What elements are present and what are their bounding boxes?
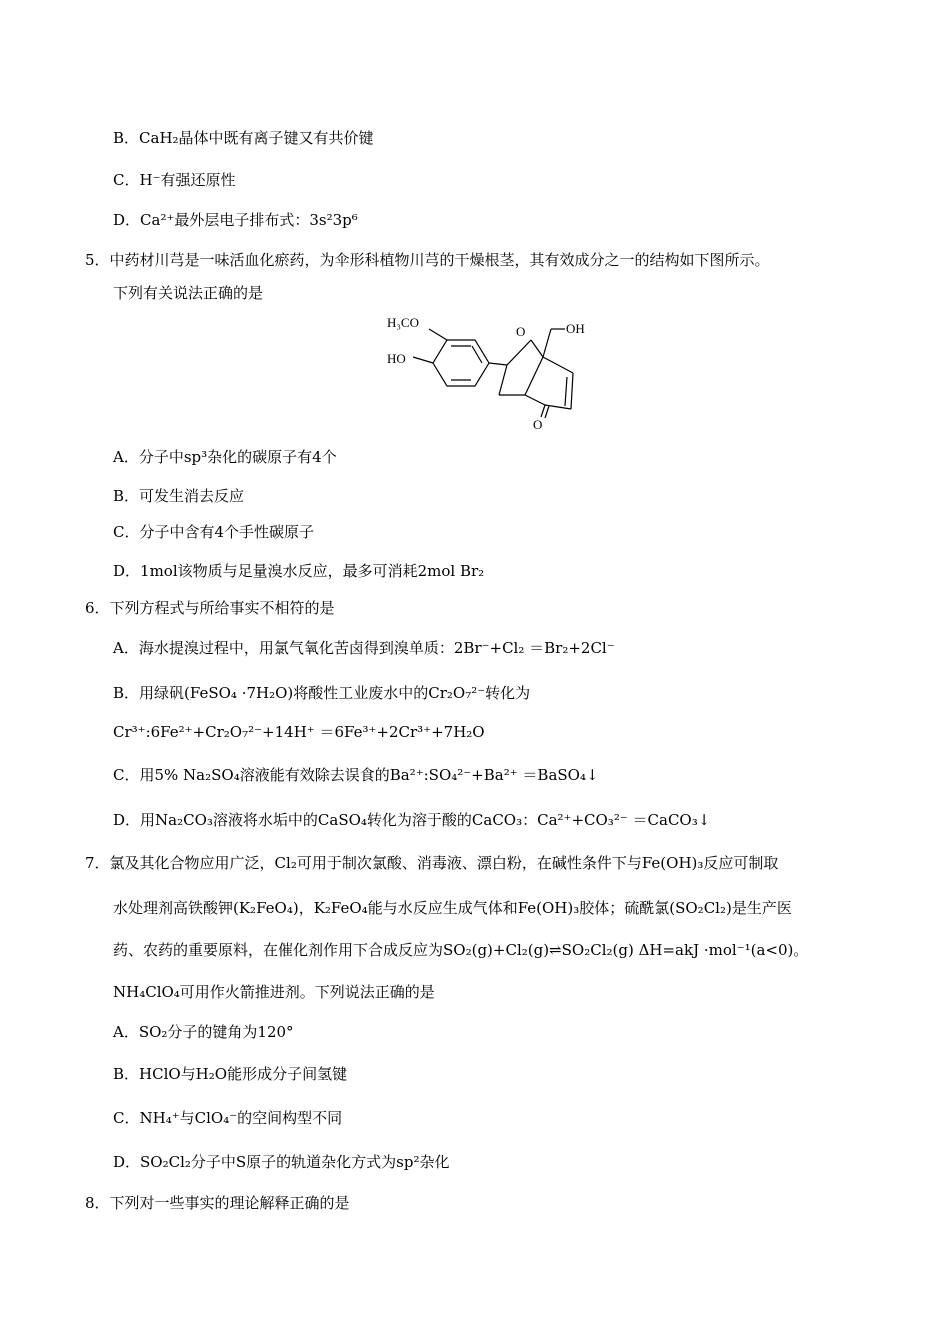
option-text: 可发生消去反应 (139, 487, 245, 505)
q7-stem-line2: 水处理剂高铁酸钾(K₂FeO₄)，K₂FeO₄能与水反应生成气体和Fe(OH)₃胶体；硫酰氯(SO₂Cl₂)是生产医 (113, 899, 792, 917)
option-text: 海水提溴过程中，用氯气氧化苦卤得到溴单质：2Br⁻+Cl₂ ＝Br₂+2Cl⁻ (138, 639, 615, 657)
ho-label: HO (387, 351, 406, 366)
option-label: D． (113, 211, 141, 229)
option-label: D． (113, 1153, 141, 1171)
option-text: 用Na₂CO₃溶液将水垢中的CaSO₄转化为溶于酸的CaCO₃：Ca²⁺+CO₃²⁻ ＝CaCO₃↓ (140, 811, 711, 829)
option-label: B． (113, 1065, 140, 1083)
q7-option-a (113, 1022, 294, 1042)
q5-option-d (113, 561, 484, 581)
option-text: SO₂分子的键角为120° (138, 1023, 294, 1041)
bridge-oxygen-label: O (516, 324, 526, 339)
q4-option-d (113, 210, 358, 230)
q5-option-b (113, 486, 244, 506)
option-text: CaH₂晶体中既有离子键又有共价键 (139, 129, 374, 147)
q5-option-c (113, 522, 314, 542)
q5-stem-line1: 5．中药材川芎是一味活血化瘀药，为伞形科植物川芎的干燥根茎，其有效成分之一的结构如下图所示。 (85, 251, 770, 269)
q6-option-b (113, 683, 530, 703)
option-text: H⁻有强还原性 (139, 171, 236, 189)
q6-option-b-equation: Cr³⁺:6Fe²⁺+Cr₂O₇²⁻+14H⁺ ＝6Fe³⁺+2Cr³⁺+7H₂O (113, 723, 485, 741)
q5-stem-line2: 下列有关说法正确的是 (113, 284, 264, 302)
option-text: 用绿矾(FeSO₄ ·7H₂O)将酸性工业废水中的Cr₂O₇²⁻转化为 (139, 684, 531, 702)
option-text: HClO与H₂O能形成分子间氢键 (139, 1065, 348, 1083)
option-text: 分子中含有4个手性碳原子 (139, 523, 315, 541)
oh-label: OH (566, 321, 585, 336)
option-label: A． (113, 639, 139, 657)
option-text: 分子中sp³杂化的碳原子有4个 (138, 448, 337, 466)
q8-stem: 8．下列对一些事实的理论解释正确的是 (85, 1194, 350, 1212)
option-label: A． (113, 448, 139, 466)
option-label: B． (113, 129, 140, 147)
option-text: NH₄⁺与ClO₄⁻的空间构型不同 (139, 1109, 343, 1127)
option-label: C． (113, 171, 140, 189)
option-label: D． (113, 811, 141, 829)
q6-stem: 6．下列方程式与所给事实不相符的是 (85, 599, 335, 617)
q7-stem-line1: 7．氯及其化合物应用广泛，Cl₂可用于制次氯酸、消毒液、漂白粉，在碱性条件下与Fe(OH)₃反应可制取 (85, 854, 779, 872)
option-label: C． (113, 766, 140, 784)
molecule-structure-diagram (385, 313, 595, 433)
q7-option-c (113, 1108, 342, 1128)
q5-option-a (113, 447, 337, 467)
keto-oxygen-label: O (533, 417, 543, 432)
h3co-label: H₃CO (387, 315, 419, 330)
option-label: B． (113, 487, 140, 505)
option-text: Ca²⁺最外层电子排布式：3s²3p⁶ (140, 211, 358, 229)
option-label: D． (113, 562, 141, 580)
option-label: B． (113, 684, 140, 702)
option-text: 用5% Na₂SO₄溶液能有效除去误食的Ba²⁺:SO₄²⁻+Ba²⁺ ＝BaSO₄↓ (139, 766, 599, 784)
option-text: SO₂Cl₂分子中S原子的轨道杂化方式为sp²杂化 (140, 1153, 450, 1171)
q6-option-a (113, 638, 615, 658)
q6-option-d (113, 810, 710, 830)
option-label: A． (113, 1023, 139, 1041)
q7-option-b (113, 1064, 347, 1084)
q6-option-c (113, 765, 599, 785)
option-label: C． (113, 1109, 140, 1127)
q7-option-d (113, 1152, 450, 1172)
q7-stem-line3: 药、农药的重要原料，在催化剂作用下合成反应为SO₂(g)+Cl₂(g)⇌SO₂Cl₂(g) ΔH=akJ ·mol⁻¹(a<0)。 (113, 941, 809, 959)
benzene-ring (433, 340, 489, 386)
option-text: 1mol该物质与足量溴水反应，最多可消耗2mol Br₂ (140, 562, 485, 580)
q7-stem-line4: NH₄ClO₄可用作火箭推进剂。下列说法正确的是 (113, 983, 435, 1001)
q4-option-b (113, 128, 374, 148)
option-label: C． (113, 523, 140, 541)
q4-option-c (113, 170, 235, 190)
